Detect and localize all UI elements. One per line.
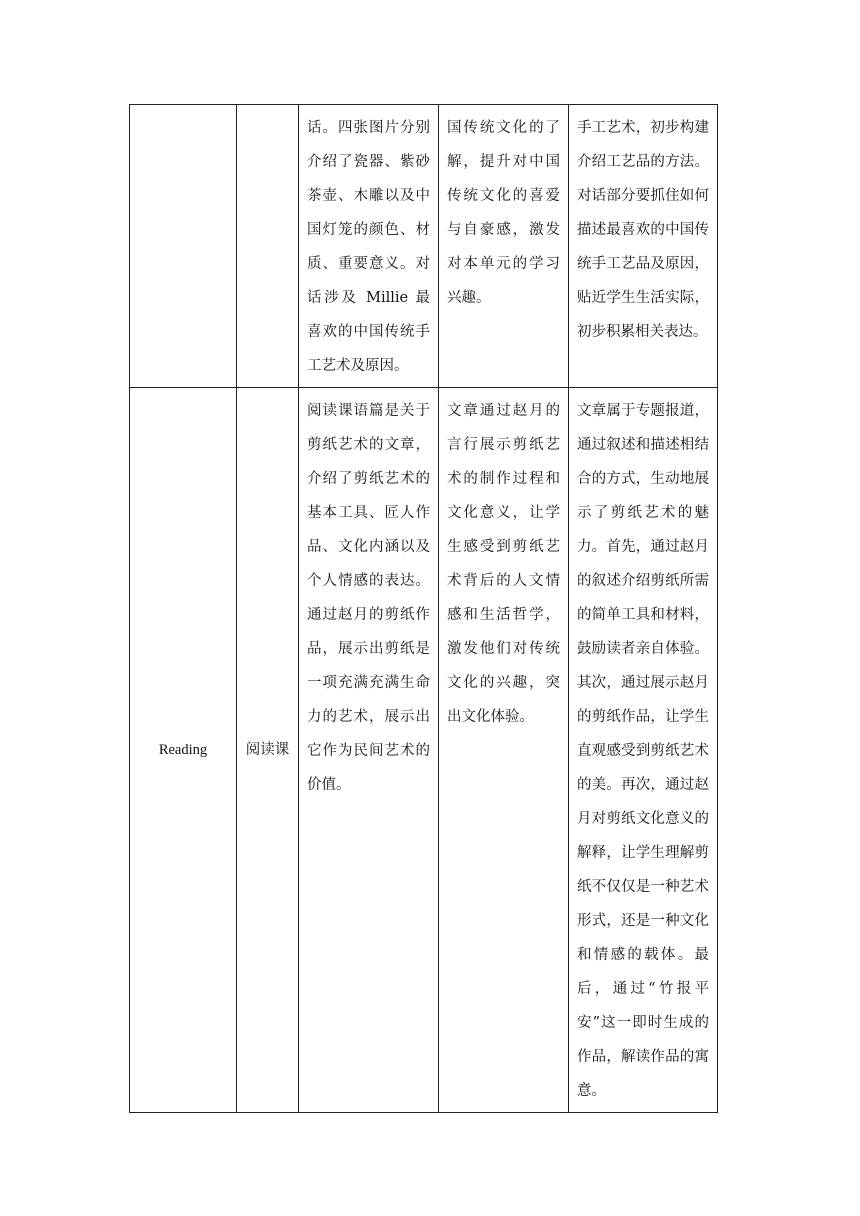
lesson-type: 阅读课: [245, 742, 290, 758]
content-cell: [299, 105, 439, 388]
section-cell: [130, 105, 237, 388]
content-text: 话。四张图片分别介绍了瓷器、紫砂茶壶、木雕以及中国灯笼的颜色、材质、重要意义。对话涉及 Millie 最喜欢的中国传统手工艺术及原因。: [307, 120, 430, 374]
goal-cell: [439, 105, 569, 388]
analysis-cell: [569, 388, 718, 1113]
content-text: 阅读课语篇是关于剪纸艺术的文章，介绍了剪纸艺术的基本工具、匠人作品、文化内涵以及个人情感的表达。通过赵月的剪纸作品，展示出剪纸是一项充满充满生命力的艺术，展示出它作为民间艺术的价值。: [307, 403, 430, 793]
content-cell: [299, 388, 439, 1113]
section-cell: [130, 388, 237, 1113]
table-row: [130, 105, 718, 388]
goal-cell: [439, 388, 569, 1113]
section-name: Reading: [158, 742, 208, 758]
lesson-analysis-table: [129, 104, 718, 1113]
goal-text: 文章通过赵月的言行展示剪纸艺术的制作过程和文化意义，让学生感受到剪纸艺术背后的人文情感和生活哲学，激发他们对传统文化的兴趣，突出文化体验。: [447, 403, 560, 725]
analysis-text: 手工艺术，初步构建介绍工艺品的方法。对话部分要抓住如何描述最喜欢的中国传统手工艺品及原因，贴近学生生活实际，初步积累相关表达。: [577, 120, 709, 340]
analysis-text: 文章属于专题报道，通过叙述和描述相结合的方式，生动地展示了剪纸艺术的魅力。首先，通过赵月的叙述介绍剪纸所需的简单工具和材料，鼓励读者亲自体验。其次，通过展示赵月的剪纸作品，让学生直观感受到剪纸艺术的美。再次，通过赵月对剪纸文化意义的解释，让学生理解剪纸不仅仅是一种艺术形式，还是一种文化和情感的载体。最后，通过“竹报平安”这一即时生成的作品，解读作品的寓意。: [577, 403, 709, 1099]
lesson-type-cell: [237, 388, 299, 1113]
analysis-cell: [569, 105, 718, 388]
lesson-type-cell: [237, 105, 299, 388]
goal-text: 国传统文化的了解，提升对中国传统文化的喜爱与自豪感，激发对本单元的学习兴趣。: [447, 120, 560, 306]
table-row: [130, 388, 718, 1113]
